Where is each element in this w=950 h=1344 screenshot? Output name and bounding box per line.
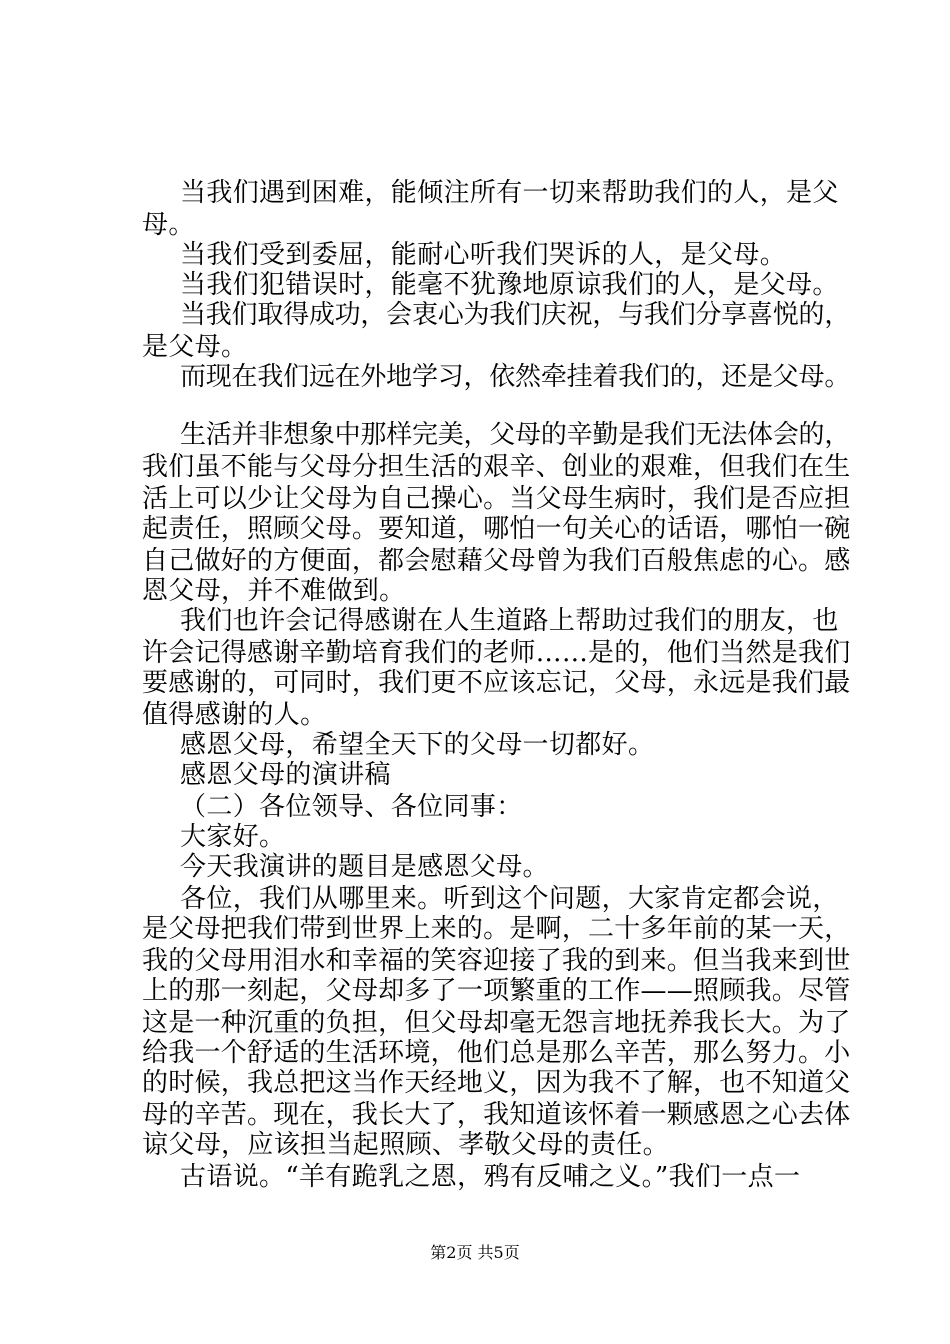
paragraph-line: 这是一种沉重的负担，但父母却毫无怨言地抚养我长大。为了 [142, 1008, 851, 1038]
paragraph-line: 当我们遇到困难，能倾注所有一切来帮助我们的人，是父 [180, 178, 839, 208]
page-number-footer: 第2页 共5页 [430, 1243, 520, 1262]
paragraph-line: 起责任，照顾父母。要知道，哪怕一句关心的话语，哪怕一碗 [142, 514, 851, 544]
paragraph-line: 谅父母，应该担当起照顾、孝敬父母的责任。 [142, 1130, 670, 1160]
paragraph-line: 给我一个舒适的生活环境，他们总是那么辛苦，那么努力。小 [142, 1038, 851, 1068]
speech-title: 感恩父母的演讲稿 [180, 760, 391, 790]
paragraph-line: 古语说。“羊有跪乳之恩，鸦有反哺之义。”我们一点一 [180, 1162, 801, 1192]
paragraph-line: 的时候，我总把这当作天经地义，因为我不了解，也不知道父 [142, 1068, 851, 1098]
paragraph-line: 母。 [142, 210, 195, 240]
paragraph-line: 是父母把我们带到世界上来的。是啊，二十多年前的某一天， [142, 914, 851, 944]
paragraph-line: 自己做好的方便面，都会慰藉父母曾为我们百般焦虑的心。感 [142, 546, 851, 576]
paragraph-line: 是父母。 [142, 332, 248, 362]
paragraph-line: 当我们受到委屈，能耐心听我们哭诉的人，是父母。 [180, 240, 787, 270]
paragraph-line: 值得感谢的人。 [142, 700, 327, 730]
paragraph-line: 活上可以少让父母为自己操心。当父母生病时，我们是否应担 [142, 484, 851, 514]
paragraph-line: 上的那一刻起，父母却多了一项繁重的工作——照顾我。尽管 [142, 976, 851, 1006]
paragraph-line: 今天我演讲的题目是感恩父母。 [180, 852, 549, 882]
paragraph-line: 各位，我们从哪里来。听到这个问题，大家肯定都会说， [180, 884, 839, 914]
paragraph-line: 母的辛苦。现在，我长大了，我知道该怀着一颗感恩之心去体 [142, 1100, 851, 1130]
paragraph-line: 生活并非想象中那样完美，父母的辛勤是我们无法体会的， [180, 420, 851, 450]
paragraph-line: 我们也许会记得感谢在人生道路上帮助过我们的朋友，也 [180, 606, 839, 636]
paragraph-line: 我的父母用泪水和幸福的笑容迎接了我的到来。但当我来到世 [142, 946, 851, 976]
paragraph-line: 要感谢的，可同时，我们更不应该忘记，父母，永远是我们最 [142, 668, 851, 698]
paragraph-line: 当我们取得成功，会衷心为我们庆祝，与我们分享喜悦的， [180, 300, 851, 330]
salutation: （二）各位领导、各位同事： [180, 792, 523, 822]
paragraph-line: 恩父母，并不难做到。 [142, 576, 406, 606]
paragraph-line: 而现在我们远在外地学习，依然牵挂着我们的，还是父母。 [180, 362, 851, 392]
paragraph-line: 当我们犯错误时，能毫不犹豫地原谅我们的人，是父母。 [180, 270, 839, 300]
paragraph-line: 感恩父母，希望全天下的父母一切都好。 [180, 730, 655, 760]
paragraph-line: 许会记得感谢辛勤培育我们的老师……是的，他们当然是我们 [142, 638, 851, 668]
paragraph-line: 我们虽不能与父母分担生活的艰辛、创业的艰难，但我们在生 [142, 452, 851, 482]
greeting: 大家好。 [180, 822, 286, 852]
